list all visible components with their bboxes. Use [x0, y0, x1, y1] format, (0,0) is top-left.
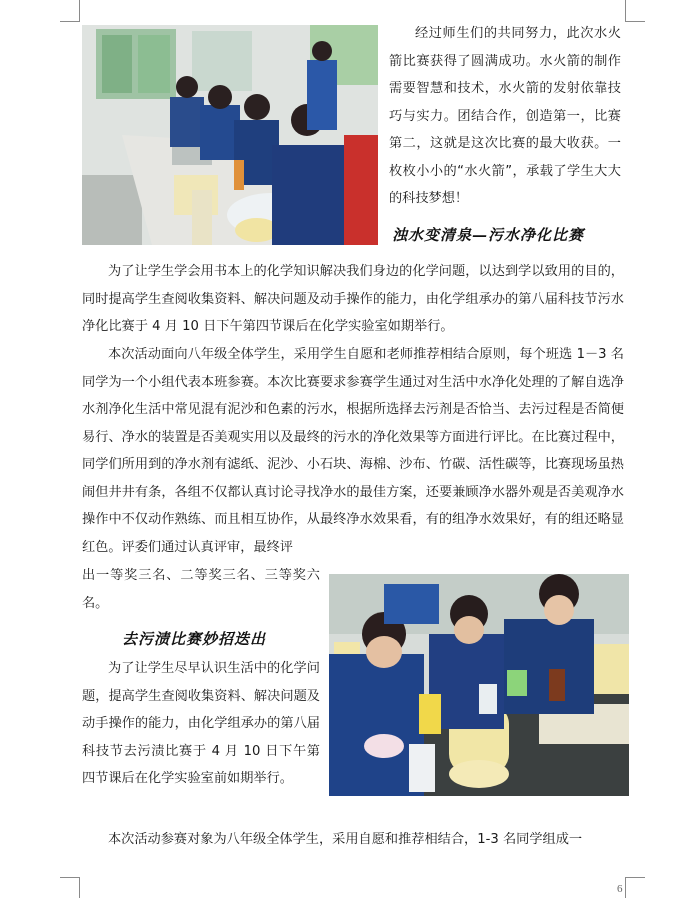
- crop-mark-bottom-right-h: [625, 877, 645, 878]
- stain-paragraph-2: 本次活动参赛对象为八年级全体学生，采用自愿和推荐相结合，1-3 名同学组成一: [108, 832, 583, 847]
- section-heading-stain-removal: 去污渍比赛妙招迭出: [122, 630, 267, 648]
- crop-mark-bottom-left-h: [60, 877, 80, 878]
- intro-paragraph: 经过师生们的共同努力，此次水火箭比赛获得了圆满成功。水火箭的制作需要智慧和技术，水火箭的发射依靠技巧与实力。团结合作，创造第一，比赛第二，这就是这次比赛的最大收获。一枚枚小小的“水火箭”，承载了学生大大的科技梦想！: [389, 26, 621, 206]
- photo-water-rocket-lab: [82, 25, 378, 245]
- crop-mark-top-right-v: [625, 0, 626, 22]
- crop-mark-bottom-left-v: [79, 877, 80, 898]
- water-paragraph-2-tail: 出一等奖三名、二等奖三名、三等奖六名。: [82, 568, 320, 611]
- crop-mark-top-left-h: [60, 21, 80, 22]
- page-number: 6: [617, 883, 623, 895]
- crop-mark-top-left-v: [79, 0, 80, 22]
- photo-water-rocket-lab-image: [82, 25, 378, 245]
- photo-stain-removal-lab: [329, 574, 629, 796]
- crop-mark-bottom-right-v: [625, 877, 626, 898]
- water-paragraph-1: 为了让学生学会用书本上的化学知识解决我们身边的化学问题，以达到学以致用的目的，同时提高学生查阅收集资料、解决问题及动手操作的能力，由化学组承办的第八届科技节污水净化比赛于 4 月 10 日下午第四节课后在化学实验室如期举行。: [82, 264, 624, 334]
- stain-paragraph-1: 为了让学生尽早认识生活中的化学问题，提高学生查阅收集资料、解决问题及动手操作的能力，由化学组承办的第八届科技节去污渍比赛于 4 月 10 日下午第四节课后在化学实验室前如期举行。: [82, 661, 320, 786]
- crop-mark-top-right-h: [625, 21, 645, 22]
- water-paragraph-2: 本次活动面向八年级全体学生，采用学生自愿和老师推荐相结合原则，每个班选 1－3 名同学为一个小组代表本班参赛。本次比赛要求参赛学生通过对生活中水净化处理的了解自选净水剂净化生活中常见混有泥沙和色素的污水，根据所选择去污剂是否恰当、去污过程是否简便易行、净水的装置是否美观实用以及最终的污水的净化效果等方面进行评比。在比赛过程中，同学们所用到的净水剂有滤纸、泥沙、小石块、海棉、沙布、竹碳、活性碳等，比赛现场虽热闹但井井有条，各组不仅都认真讨论寻找净水的最佳方案，还要兼顾净水器外观是否美观净水操作中不仅动作熟练、而且相互协作，从最终净水效果看，有的组净水效果好，有的组还略显红色。评委们通过认真评审，最终评: [82, 347, 624, 555]
- photo-stain-removal-lab-image: [329, 574, 629, 796]
- section-heading-water-purification: 浊水变清泉—污水净化比赛: [392, 226, 585, 244]
